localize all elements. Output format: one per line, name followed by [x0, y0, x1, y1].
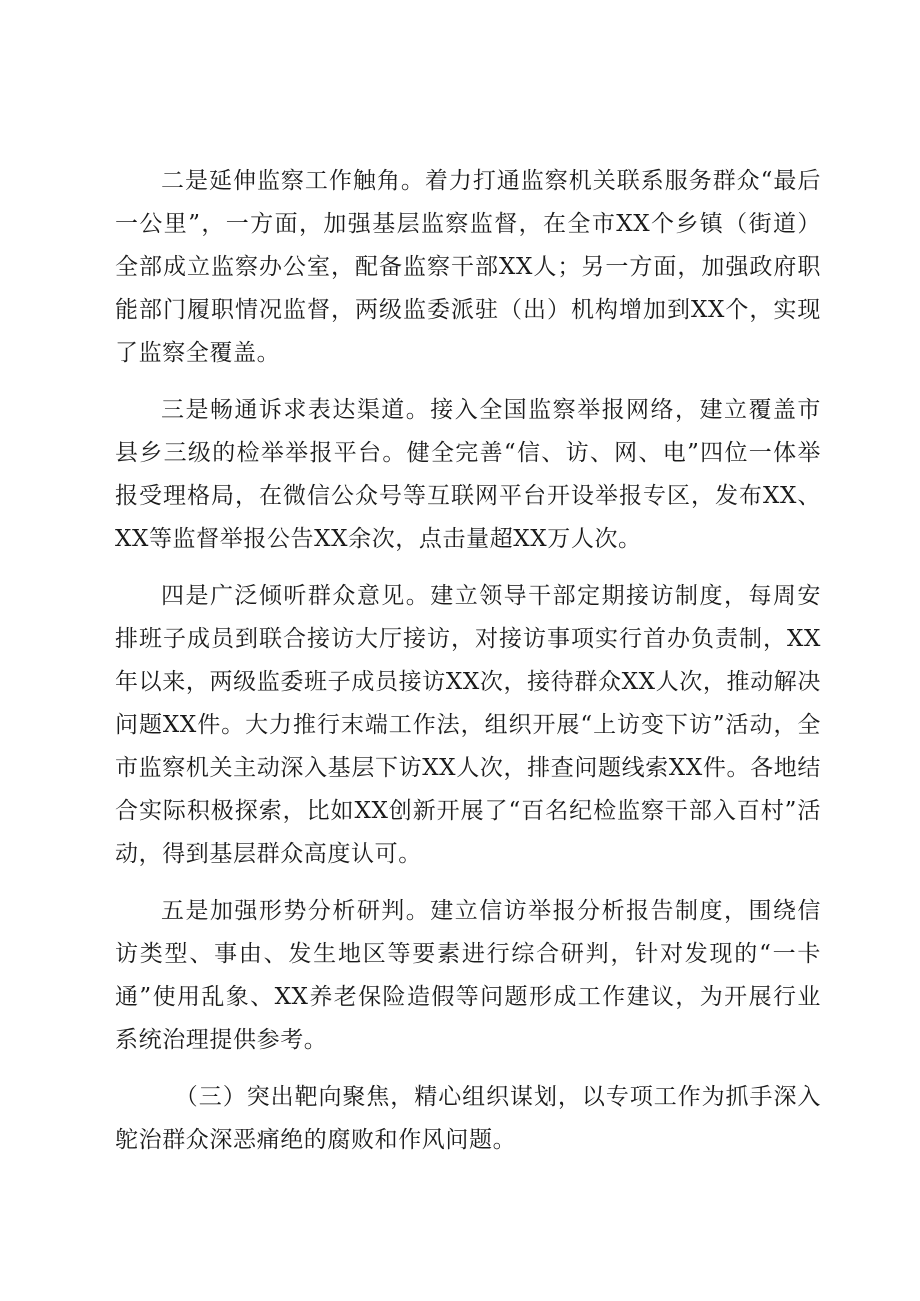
paragraph-smooth-appeal-channels: 三是畅通诉求表达渠道。接入全国监察举报网络，建立覆盖市县乡三级的检举举报平台。健全完善“信、访、网、电”四位一体举报受理格局，在微信公众号等互联网平台开设举报专区，发布XX、XX等监督举报公告XX余次，点击量超XX万人次。 — [115, 397, 821, 552]
document-body — [115, 160, 821, 1176]
paragraph-listen-to-public: 四是广泛倾听群众意见。建立领导干部定期接访制度，每周安排班子成员到联合接访大厅接访，对接访事项实行首办负责制，XX年以来，两级监委班子成员接访XX次，接待群众XX人次，推动解决问题XX件。大力推行末端工作法，组织开展“上访变下访”活动，全市监察机关主动深入基层下访XX人次，排查问题线索XX件。各地结合实际积极探索，比如XX创新开展了“百名纪检监察干部入百村”活动，得到基层群众高度认可。 — [115, 583, 821, 867]
paragraph-extend-supervision: 二是延伸监察工作触角。着力打通监察机关联系服务群众“最后一公里”，一方面，加强基层监察监督，在全市XX个乡镇（街道）全部成立监察办公室，配备监察干部XX人；另一方面，加强政府职能部门履职情况监督，两级监委派驻（出）机构增加到XX个，实现了监察全覆盖。 — [115, 168, 821, 366]
paragraph-situation-analysis: 五是加强形势分析研判。建立信访举报分析报告制度，围绕信访类型、事由、发生地区等要素进行综合研判，针对发现的“一卡通”使用乱象、XX养老保险造假等问题形成工作建议，为开展行业系统治理提供参考。 — [115, 898, 821, 1053]
section-heading-three: （三）突出靶向聚焦，精心组织谋划，以专项工作为抓手深入鸵治群众深恶痛绝的腐败和作风问题。 — [115, 1084, 821, 1153]
